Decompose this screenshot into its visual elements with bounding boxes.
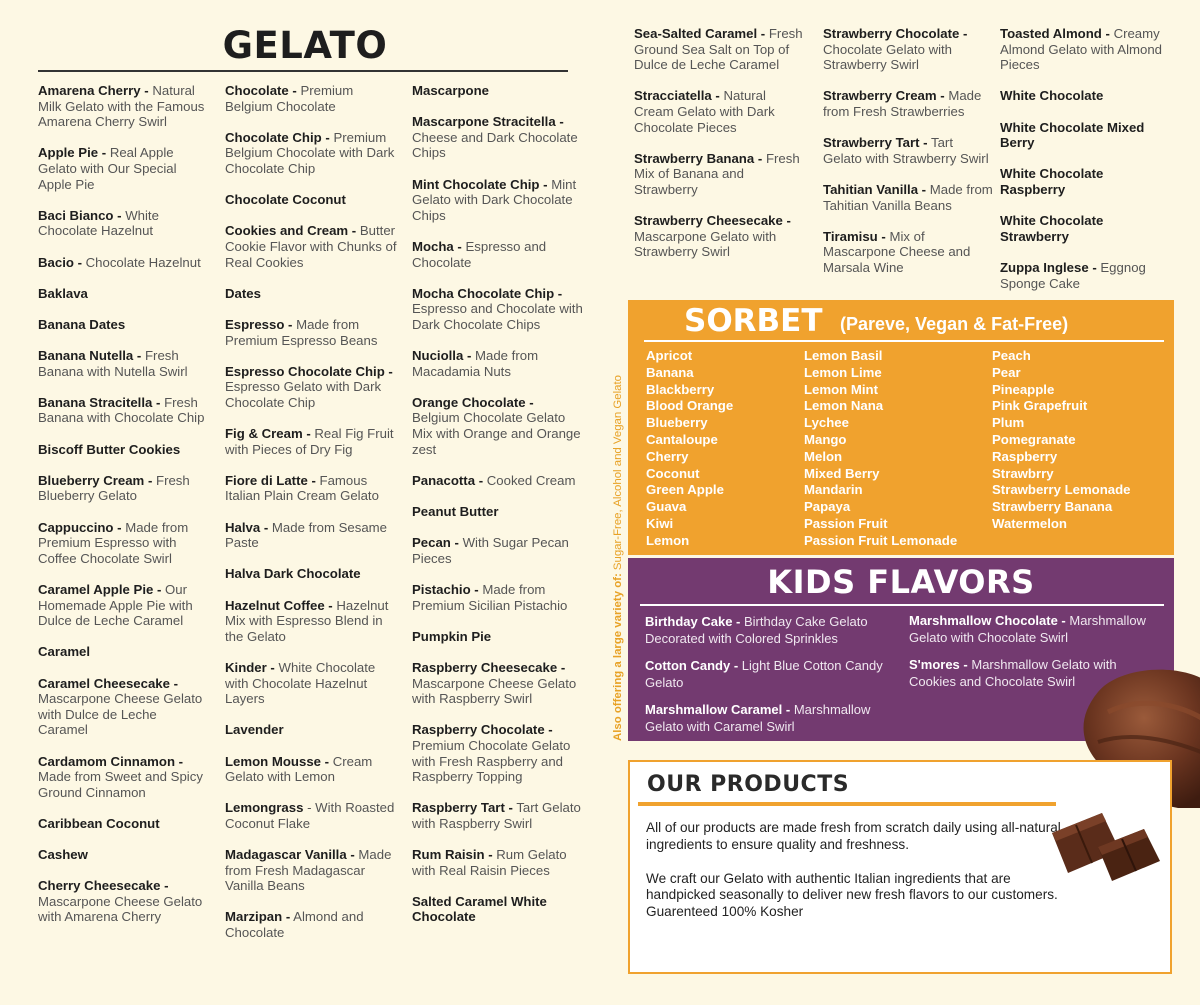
flavor-description: Our Homemade Apple Pie with Dulce de Leche Caramel (38, 582, 193, 629)
kids-title: KIDS FLAVORS (767, 563, 1035, 601)
flavor-description: Creamy Almond Gelato with Almond Pieces (1000, 26, 1162, 73)
flavor-description: Fresh Banana with Chocolate Chip (38, 394, 205, 426)
gelato-item-mascarpone-stracitella (412, 114, 584, 161)
flavor-name: White Chocolate Raspberry (1000, 166, 1104, 197)
gelato-item-halva (225, 520, 397, 551)
flavor-name: Mascarpone Stracitella - (412, 114, 564, 130)
sorbet-item-passion-fruit-lemonade: Passion Fruit Lemonade (804, 532, 958, 548)
flavor-name: Banana Dates (38, 316, 126, 332)
flavor-description: Premium Belgium Chocolate with Dark Chocolate Chip (225, 129, 395, 176)
flavor-name: Raspberry Chocolate - (412, 722, 553, 738)
gelato-item-caramel-cheesecake (38, 676, 210, 738)
gelato-item-apple-pie (38, 145, 210, 192)
flavor-name: Cappuccino - (38, 519, 122, 535)
gelato-item-cardamom-cinnamon (38, 754, 210, 801)
flavor-name: White Chocolate Mixed Berry (1000, 119, 1145, 151)
gelato-item-panacotta (412, 473, 584, 489)
flavor-description: Espresso Gelato with Dark Chocolate Chip (225, 379, 382, 410)
flavor-name: Strawberry Chocolate - (823, 26, 968, 41)
flavor-name: Pumpkin Pie (412, 628, 492, 644)
gelato-item-sea-salted-caramel (634, 26, 804, 73)
flavor-name: Banana Stracitella - (38, 394, 161, 410)
sorbet-item-melon: Melon (804, 448, 843, 464)
gelato-item-tahitian-vanilla (823, 182, 993, 213)
products-text (646, 820, 1066, 938)
sorbet-item-pink-grapefruit: Pink Grapefruit (992, 398, 1088, 414)
flavor-description: Made from Fresh Madagascar Vanilla Beans (225, 847, 392, 894)
flavor-name: Apple Pie - (38, 145, 107, 161)
sorbet-item-blackberry: Blackberry (646, 381, 715, 397)
flavor-name: Hazelnut Coffee - (225, 597, 333, 613)
gelato-column-3 (412, 83, 584, 941)
flavor-name: Bacio - (38, 254, 82, 270)
flavor-description: Made from Tahitian Vanilla Beans (823, 181, 993, 213)
flavor-name: Panacotta - (412, 472, 484, 488)
flavor-description: Fresh Ground Sea Salt on Top of Dulce de Leche Caramel (634, 26, 803, 73)
sorbet-item-apricot: Apricot (646, 348, 693, 363)
sorbet-item-lychee: Lychee (804, 415, 849, 431)
flavor-name: Mocha Chocolate Chip - (412, 285, 563, 301)
gelato-item-zuppa-inglese (1000, 260, 1172, 291)
flavor-name: Lemongrass (225, 800, 304, 816)
flavor-description: Marshmallow Gelato with Cookies and Chocolate Swirl (909, 657, 1117, 689)
gelato-item-blueberry-cream (38, 473, 210, 504)
gelato-item-raspberry-tart (412, 800, 584, 831)
flavor-name: Mocha - (412, 238, 462, 254)
sorbet-item-green-apple: Green Apple (646, 482, 724, 498)
gelato-item-biscoff-butter-cookies (38, 442, 210, 458)
flavor-name: Cashew (38, 847, 88, 863)
flavor-name: Marshmallow Chocolate - (909, 613, 1066, 628)
sorbet-item-mixed-berry: Mixed Berry (804, 465, 880, 481)
gelato-item-peanut-butter (412, 504, 584, 520)
flavor-name: Zuppa Inglese - (1000, 259, 1097, 275)
flavor-description: Mint Gelato with Dark Chocolate Chips (412, 176, 577, 223)
sorbet-item-cherry: Cherry (646, 448, 689, 464)
flavor-name: Mint Chocolate Chip - (412, 176, 548, 192)
gelato-item-cookies-and-cream (225, 223, 397, 270)
kids-item-birthday-cake (645, 614, 885, 647)
flavor-description: - With Roasted Coconut Flake (225, 800, 395, 831)
gelato-item-mascarpone (412, 83, 584, 99)
flavor-name: Baklava (38, 285, 88, 301)
flavor-name: Kinder - (225, 659, 275, 675)
flavor-name: Chocolate - (225, 83, 297, 98)
flavor-name: Tiramisu - (823, 228, 886, 244)
flavor-name: Strawberry Cheesecake - (634, 213, 791, 229)
flavor-name: Halva - (225, 519, 269, 535)
sorbet-item-raspberry: Raspberry (992, 448, 1058, 464)
gelato-item-mint-chocolate-chip (412, 177, 584, 224)
flavor-name: Pecan - (412, 535, 459, 551)
gelato-item-caramel-apple-pie (38, 582, 210, 629)
gelato-item-espresso-chocolate-chip (225, 364, 397, 411)
gelato-item-strawberry-tart (823, 135, 993, 166)
sorbet-title-rule (644, 340, 1164, 342)
flavor-name: Caramel Apple Pie - (38, 582, 162, 597)
flavor-name: Strawberry Tart - (823, 135, 928, 151)
gelato-item-raspberry-chocolate (412, 722, 584, 784)
gelato-item-nuciolla (412, 348, 584, 379)
sorbet-item-guava: Guava (646, 499, 687, 515)
flavor-description: Rum Gelato with Real Raisin Pieces (412, 847, 567, 878)
flavor-description: Mascarpone Gelato with Strawberry Swirl (634, 228, 777, 260)
sorbet-item-pear: Pear (992, 364, 1021, 380)
gelato-item-caribbean-coconut (38, 816, 210, 832)
flavor-description: Mascarpone Cheese Gelato with Raspberry Swirl (412, 675, 577, 707)
kids-title-rule (640, 604, 1164, 606)
sorbet-item-lemon-mint: Lemon Mint (804, 381, 878, 397)
flavor-description: Mascarpone Cheese Gelato with Amarena Cherry (38, 893, 203, 925)
flavor-name: Strawberry Banana - (634, 150, 763, 166)
flavor-name: Banana Nutella - (38, 348, 142, 364)
flavor-description: Cooked Cream (486, 472, 576, 488)
sorbet-item-coconut: Coconut (646, 465, 700, 481)
kids-item-cotton-candy (645, 658, 885, 691)
gelato-column-2 (225, 83, 397, 956)
sorbet-item-lemon-lime: Lemon Lime (804, 364, 882, 380)
gelato-item-dates (225, 286, 397, 302)
flavor-description: Eggnog Sponge Cake (1000, 259, 1146, 291)
gelato-item-white-chocolate-mixed-berry (1000, 120, 1172, 151)
flavor-name: Cardamom Cinnamon - (38, 753, 184, 769)
products-title-rule (638, 802, 1056, 806)
kids-column-1 (645, 614, 885, 747)
sorbet-item-kiwi: Kiwi (646, 515, 674, 531)
flavor-name: Salted Caramel White Chocolate (412, 893, 547, 925)
gelato-column-5 (823, 26, 993, 291)
gelato-item-marzipan (225, 909, 397, 940)
flavor-name: Pistachio - (412, 582, 479, 597)
sorbet-item-papaya: Papaya (804, 499, 851, 515)
gelato-item-raspberry-cheesecake (412, 660, 584, 707)
flavor-description: Mix of Mascarpone Cheese and Marsala Wine (823, 228, 971, 275)
gelato-item-cappuccino (38, 520, 210, 567)
gelato-item-salted-caramel-white-chocolate (412, 894, 584, 925)
flavor-description: Marshmallow Gelato with Chocolate Swirl (909, 613, 1146, 645)
flavor-name: Tahitian Vanilla - (823, 181, 927, 197)
gelato-item-bacio (38, 255, 210, 271)
gelato-column-1 (38, 83, 210, 941)
gelato-item-pistachio (412, 582, 584, 613)
gelato-item-madagascar-vanilla (225, 847, 397, 894)
gelato-item-pecan (412, 535, 584, 566)
flavor-name: Biscoff Butter Cookies (38, 441, 181, 457)
flavor-description: Fresh Mix of Banana and Strawberry (634, 150, 800, 197)
flavor-name: Lavender (225, 722, 284, 738)
gelato-item-espresso (225, 317, 397, 348)
sorbet-item-strawberry-banana: Strawberry Banana (992, 499, 1113, 515)
flavor-description: Made from Sesame Paste (225, 519, 387, 551)
flavor-name: Chocolate Chip - (225, 129, 330, 145)
kids-item-marshmallow-chocolate (909, 613, 1164, 646)
flavor-name: Cherry Cheesecake - (38, 878, 169, 894)
gelato-item-stracciatella (634, 88, 804, 135)
flavor-name: S'mores - (909, 657, 968, 673)
flavor-name: White Chocolate (1000, 88, 1104, 104)
gelato-item-banana-dates (38, 317, 210, 333)
flavor-name: Dates (225, 285, 261, 301)
gelato-item-lemongrass (225, 800, 397, 831)
flavor-description: Made from Premium Espresso with Coffee Chocolate Swirl (38, 519, 189, 566)
sorbet-item-lemon-nana: Lemon Nana (804, 398, 884, 414)
gelato-item-caramel (38, 644, 210, 660)
flavor-description: Chocolate Gelato with Strawberry Swirl (823, 41, 953, 73)
flavor-name: Caramel Cheesecake - (38, 675, 179, 691)
flavor-description: Tart Gelato with Strawberry Swirl (823, 135, 989, 166)
sorbet-item-cantaloupe: Cantaloupe (646, 431, 718, 447)
flavor-name: Rum Raisin - (412, 847, 493, 863)
sorbet-item-watermelon: Watermelon (992, 515, 1067, 531)
flavor-name: Lemon Mousse - (225, 753, 330, 769)
vertical-note-bold: Also offering a large variety of: (612, 573, 624, 741)
gelato-title-rule (38, 70, 568, 72)
flavor-name: Espresso Chocolate Chip - (225, 363, 393, 379)
products-title: OUR PRODUCTS (647, 772, 850, 797)
vertical-note-rest: Sugar-Free, Alcohol and Vegan Gelato (612, 375, 624, 571)
sorbet-column-3 (992, 348, 1167, 533)
sorbet-item-lemon-basil: Lemon Basil (804, 348, 883, 363)
flavor-name: Fig & Cream - (225, 426, 311, 442)
flavor-description: Cheese and Dark Chocolate Chips (412, 129, 578, 161)
flavor-description: Belgium Chocolate Gelato Mix with Orange and Orange zest (412, 410, 581, 457)
flavor-name: Mascarpone (412, 83, 489, 98)
gelato-item-toasted-almond (1000, 26, 1172, 73)
gelato-item-strawberry-cream (823, 88, 993, 119)
gelato-item-halva-dark-chocolate (225, 566, 397, 582)
flavor-name: Chocolate Coconut (225, 192, 346, 208)
flavor-name: Amarena Cherry - (38, 83, 149, 98)
flavor-description: Made from Sweet and Spicy Ground Cinnamon (38, 769, 203, 800)
flavor-description: Real Apple Gelato with Our Special Apple Pie (38, 145, 177, 192)
chocolate-bar-image (1046, 803, 1164, 887)
flavor-description: Made from Fresh Strawberries (823, 88, 982, 119)
flavor-description: White Chocolate with Chocolate Hazelnut Layers (225, 659, 376, 707)
flavor-name: Sea-Salted Caramel - (634, 26, 766, 41)
sorbet-item-passion-fruit: Passion Fruit (804, 515, 888, 531)
sorbet-item-lemon: Lemon (646, 532, 690, 548)
sorbet-item-pomegranate: Pomegranate (992, 431, 1076, 447)
gelato-column-6 (1000, 26, 1172, 307)
sorbet-item-pineapple: Pineapple (992, 381, 1055, 397)
flavor-name: Halva Dark Chocolate (225, 566, 361, 582)
flavor-name: Blueberry Cream - (38, 472, 153, 488)
flavor-description: Tart Gelato with Raspberry Swirl (412, 800, 581, 831)
gelato-item-cashew (38, 847, 210, 863)
flavor-description: Chocolate Hazelnut (85, 254, 201, 270)
flavor-name: Cookies and Cream - (225, 223, 357, 239)
flavor-description: Fresh Blueberry Gelato (38, 472, 190, 504)
flavor-description: Light Blue Cotton Candy Gelato (645, 658, 883, 690)
gelato-item-mocha-chocolate-chip (412, 286, 584, 333)
flavor-name: Stracciatella - (634, 88, 720, 104)
flavor-description: Made from Premium Sicilian Pistachio (412, 582, 568, 613)
gelato-item-mocha (412, 239, 584, 270)
kids-item-marshmallow-caramel (645, 702, 885, 735)
flavor-name: Baci Bianco - (38, 207, 122, 223)
flavor-name: Raspberry Tart - (412, 800, 513, 816)
flavor-description: Butter Cookie Flavor with Chunks of Real Cookies (225, 223, 397, 270)
flavor-name: Birthday Cake - (645, 614, 741, 629)
flavor-description: Birthday Cake Gelato Decorated with Colored Sprinkles (645, 614, 868, 646)
flavor-description: Fresh Banana with Nutella Swirl (38, 348, 188, 379)
gelato-item-white-chocolate-raspberry (1000, 166, 1172, 197)
gelato-item-lemon-mousse (225, 754, 397, 785)
sorbet-item-peach: Peach (992, 348, 1031, 363)
sorbet-subtitle: (Pareve, Vegan & Fat-Free) (840, 314, 1069, 334)
gelato-item-strawberry-cheesecake (634, 213, 804, 260)
gelato-item-orange-chocolate (412, 395, 584, 457)
gelato-item-fig-cream (225, 426, 397, 457)
flavor-name: Caribbean Coconut (38, 815, 160, 831)
flavor-description: With Sugar Pecan Pieces (412, 535, 569, 566)
flavor-description: Famous Italian Plain Cream Gelato (225, 472, 379, 504)
flavor-description: Real Fig Fruit with Pieces of Dry Fig (225, 426, 394, 457)
sorbet-item-strawberry-lemonade: Strawberry Lemonade (992, 482, 1131, 498)
flavor-name: Orange Chocolate - (412, 394, 534, 410)
flavor-description: Premium Belgium Chocolate (225, 83, 354, 114)
sorbet-title: SORBET (684, 303, 823, 339)
flavor-description: Natural Milk Gelato with the Famous Amarena Cherry Swirl (38, 83, 205, 130)
gelato-item-cherry-cheesecake (38, 878, 210, 925)
flavor-name: Raspberry Cheesecake - (412, 659, 566, 675)
gelato-item-banana-stracitella (38, 395, 210, 426)
flavor-name: Strawberry Cream - (823, 88, 945, 104)
gelato-item-strawberry-chocolate (823, 26, 993, 73)
flavor-name: Cotton Candy - (645, 658, 739, 674)
gelato-item-banana-nutella (38, 348, 210, 379)
gelato-item-lavender (225, 722, 397, 738)
flavor-name: Madagascar Vanilla - (225, 847, 355, 863)
sorbet-item-plum: Plum (992, 415, 1025, 431)
flavor-name: Marshmallow Caramel - (645, 702, 791, 718)
products-paragraph-2: We craft our Gelato with authentic Italian ingredients that are handpicked seasonally to deliver new fresh flavors to our customers. Guarenteed 100% Kosher (646, 870, 1058, 920)
flavor-description: Cream Gelato with Lemon (225, 753, 373, 785)
flavor-name: Marzipan - (225, 909, 291, 925)
sorbet-item-blood-orange: Blood Orange (646, 398, 734, 414)
flavor-description: Hazelnut Mix with Espresso Blend in the Gelato (225, 597, 389, 644)
products-paragraph-1: All of our products are made fresh from scratch daily using all-natural ingredients to ensure quality and freshness. (646, 820, 1061, 852)
flavor-name: Caramel (38, 644, 91, 660)
gelato-item-chocolate-chip (225, 130, 397, 177)
sorbet-column-1 (646, 348, 796, 550)
flavor-name: Peanut Butter (412, 504, 499, 520)
flavor-name: Fiore di Latte - (225, 472, 316, 488)
gelato-item-strawberry-banana (634, 151, 804, 198)
gelato-item-amarena-cherry (38, 83, 210, 130)
gelato-item-chocolate-coconut (225, 192, 397, 208)
gelato-item-fiore-di-latte (225, 473, 397, 504)
flavor-description: Almond and Chocolate (225, 909, 364, 941)
gelato-item-hazelnut-coffee (225, 598, 397, 645)
flavor-description: White Chocolate Hazelnut (38, 207, 159, 239)
sorbet-item-blueberry: Blueberry (646, 415, 708, 431)
gelato-title: GELATO (222, 24, 388, 67)
flavor-name: White Chocolate Strawberry (1000, 213, 1104, 244)
gelato-item-chocolate (225, 83, 397, 114)
sorbet-item-mandarin: Mandarin (804, 482, 863, 498)
flavor-name: Espresso - (225, 316, 293, 332)
flavor-description: Premium Chocolate Gelato with Fresh Raspberry and Raspberry Topping (412, 737, 571, 785)
gelato-item-white-chocolate-strawberry (1000, 213, 1172, 244)
gelato-item-tiramisu (823, 229, 993, 276)
gelato-item-baklava (38, 286, 210, 302)
gelato-item-baci-bianco (38, 208, 210, 239)
gelato-item-white-chocolate (1000, 88, 1172, 104)
gelato-item-pumpkin-pie (412, 629, 584, 645)
flavor-name: Toasted Almond - (1000, 26, 1110, 41)
flavor-name: Nuciolla - (412, 348, 472, 364)
flavor-description: Natural Cream Gelato with Dark Chocolate Pieces (634, 88, 775, 135)
flavor-description: Marshmallow Gelato with Caramel Swirl (645, 702, 871, 734)
sorbet-item-banana: Banana (646, 364, 694, 380)
gelato-item-kinder (225, 660, 397, 707)
flavor-description: Espresso and Chocolate with Dark Chocolate Chips (412, 301, 583, 332)
flavor-description: Mascarpone Cheese Gelato with Dulce de Leche Caramel (38, 691, 203, 738)
flavor-description: Espresso and Chocolate (412, 238, 547, 270)
flavor-description: Made from Premium Espresso Beans (225, 316, 378, 348)
sorbet-column-2 (804, 348, 984, 550)
flavor-description: Made from Macadamia Nuts (412, 348, 539, 379)
sorbet-item-strawbrry: Strawbrry (992, 465, 1054, 481)
gelato-column-4 (634, 26, 804, 276)
sorbet-item-mango: Mango (804, 431, 847, 447)
gelato-item-rum-raisin (412, 847, 584, 878)
